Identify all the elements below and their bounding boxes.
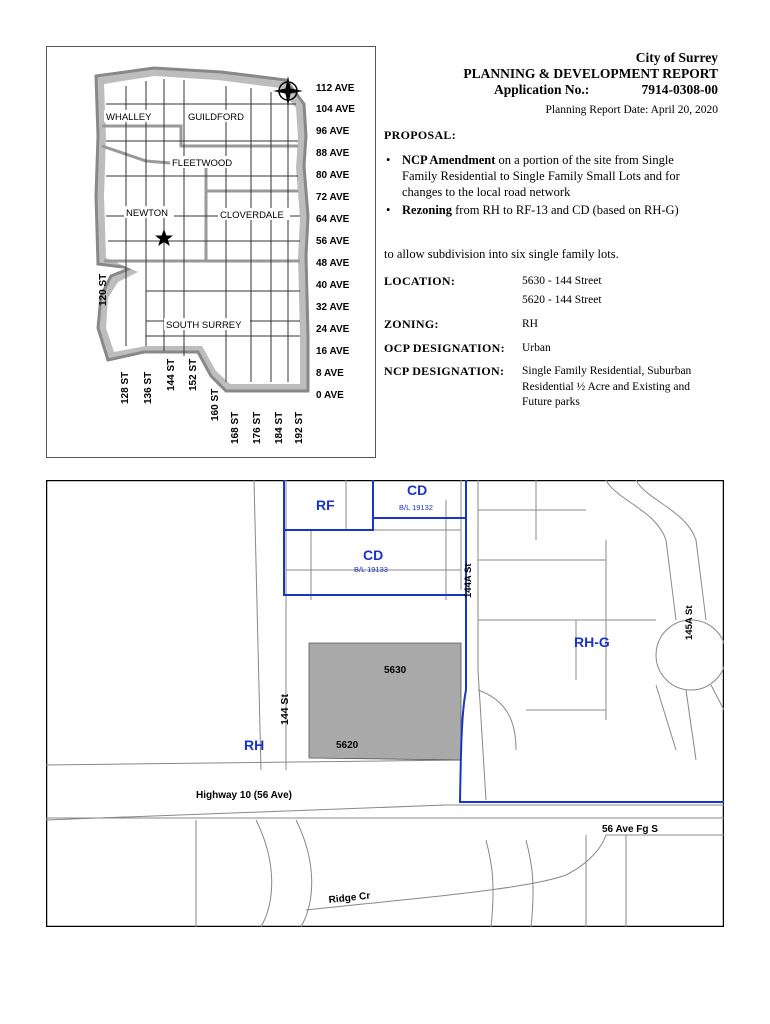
street-label: 120 ST	[98, 273, 109, 306]
street-label: 136 ST	[143, 371, 154, 404]
street-label: 144 ST	[166, 358, 177, 391]
location-value-2: 5620 - 144 Street	[522, 294, 602, 306]
key-map	[46, 46, 376, 458]
avenue-label: 0 AVE	[316, 390, 344, 401]
site-map	[46, 480, 724, 927]
street-label: 192 ST	[294, 411, 305, 444]
zone-label: CD	[407, 482, 428, 498]
avenue-label: 8 AVE	[316, 368, 344, 379]
ocp-value: Urban	[522, 342, 551, 354]
application-label: Application No.:	[494, 82, 590, 97]
proposal-list	[384, 152, 704, 220]
proposal-item: • Rezoning from RH to RF-13 and CD (based on RH-G)	[384, 202, 704, 218]
zone-label: CD	[363, 547, 384, 563]
avenue-label: 64 AVE	[316, 214, 350, 225]
lot-number: 5630	[384, 665, 407, 676]
avenue-label: 88 AVE	[316, 148, 350, 159]
area-label: WHALLEY	[106, 112, 152, 123]
ocp-label: OCP DESIGNATION:	[384, 341, 505, 355]
area-label: FLEETWOOD	[172, 158, 233, 169]
avenue-label: 72 AVE	[316, 192, 350, 203]
street-label: 160 ST	[210, 388, 221, 421]
zoning-value: RH	[522, 318, 538, 330]
lot-number: 5620	[336, 740, 359, 751]
zone-label: RH	[244, 737, 265, 753]
avenue-label: 112 AVE	[316, 83, 355, 94]
zone-label: RH-G	[574, 634, 610, 650]
area-label: NEWTON	[126, 208, 169, 219]
location-value-1: 5630 - 144 Street	[522, 275, 602, 287]
proposal-purpose: to allow subdivision into six single family lots.	[384, 247, 619, 261]
avenue-label: 24 AVE	[316, 324, 350, 335]
application-line	[478, 82, 718, 98]
avenue-label: 80 AVE	[316, 170, 350, 181]
avenue-label: 96 AVE	[316, 126, 350, 137]
road-label: 145A St	[684, 605, 695, 640]
report-date: Planning Report Date: April 20, 2020	[545, 104, 718, 116]
area-label: CLOVERDALE	[220, 210, 284, 221]
street-label: 184 ST	[274, 411, 285, 444]
avenue-label: 16 AVE	[316, 346, 350, 357]
bylaw-label: B/L 19133	[354, 565, 388, 574]
area-label: SOUTH SURREY	[166, 320, 242, 331]
road-label: Ridge Cr	[328, 890, 371, 906]
zone-label: RF	[316, 497, 335, 513]
proposal-heading: PROPOSAL:	[384, 128, 457, 142]
application-number: 7914-0308-00	[641, 82, 718, 97]
street-label: 128 ST	[120, 371, 131, 404]
street-label: 152 ST	[188, 358, 199, 391]
report-title: PLANNING & DEVELOPMENT REPORT	[463, 66, 718, 81]
street-label: 168 ST	[230, 411, 241, 444]
avenue-label: 40 AVE	[316, 280, 350, 291]
road-label: Highway 10 (56 Ave)	[196, 790, 292, 801]
area-label: GUILDFORD	[188, 112, 244, 123]
bylaw-label: B/L 19132	[399, 503, 433, 512]
location-label: LOCATION:	[384, 274, 456, 288]
proposal-item: • NCP Amendment on a portion of the site from Single Family Residential to Single Family Small Lots and for changes to the local road network	[384, 152, 704, 200]
ncp-label: NCP DESIGNATION:	[384, 364, 505, 378]
avenue-label: 104 AVE	[316, 104, 355, 115]
avenue-label: 32 AVE	[316, 302, 350, 313]
street-label: 176 ST	[252, 411, 263, 444]
avenue-label: 48 AVE	[316, 258, 350, 269]
road-label: 144 St	[279, 694, 291, 725]
subject-site	[309, 643, 461, 760]
road-label: 144A St	[463, 563, 474, 598]
city-name: City of Surrey	[635, 50, 718, 65]
ncp-value: Single Family Residential, Suburban Residential ½ Acre and Existing and Future parks	[522, 365, 692, 408]
road-label: 56 Ave Fg S	[602, 824, 658, 835]
avenue-label: 56 AVE	[316, 236, 350, 247]
zoning-label: ZONING:	[384, 317, 439, 331]
